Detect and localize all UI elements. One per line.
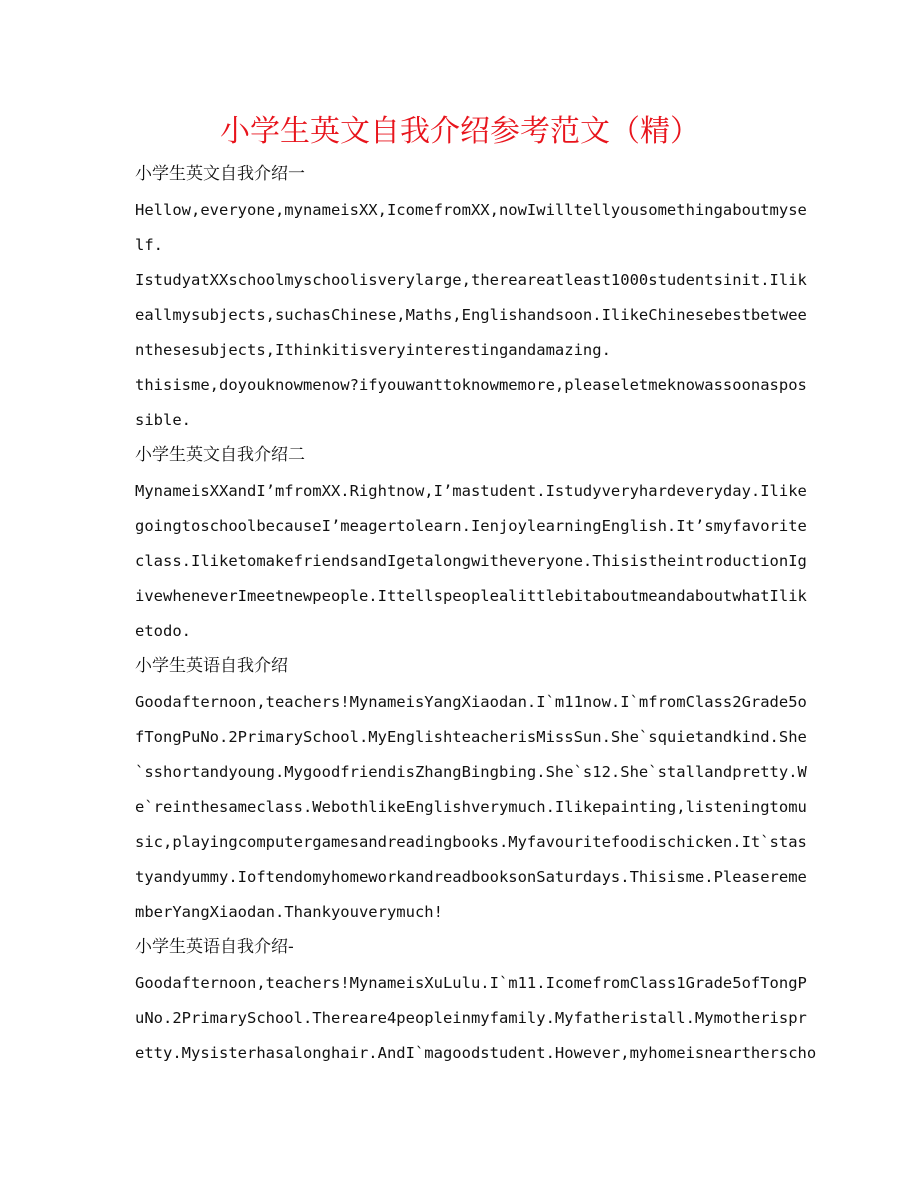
text-line: goingtoschoolbecauseI’meagertolearn.IenjoylearningEnglish.It’smyfavorite bbox=[135, 517, 807, 535]
text-line: sible. bbox=[135, 411, 191, 429]
text-line: MynameisXXandI’mfromXX.Rightnow,I’mastudent.Istudyveryhardeveryday.Ilike bbox=[135, 482, 807, 500]
text-line: fTongPuNo.2PrimarySchool.MyEnglishteacherisMissSun.She`squietandkind.She bbox=[135, 728, 807, 746]
text-line: thisisme,doyouknowmenow?ifyouwanttoknowmemore,pleaseletmeknowassoonaspos bbox=[135, 376, 807, 394]
text-line: eallmysubjects,suchasChinese,Maths,Englishandsoon.IlikeChinesebestbetwee bbox=[135, 306, 807, 324]
text-line: ivewheneverImeetnewpeople.IttellspeoplealittlebitaboutmeandaboutwhatIlik bbox=[135, 587, 807, 605]
section-heading-2: 小学生英文自我介绍二 bbox=[135, 445, 305, 465]
text-line: sic,playingcomputergamesandreadingbooks.Myfavouritefoodischicken.It`stas bbox=[135, 833, 807, 851]
text-line: nthesesubjects,Ithinkitisveryinterestingandamazing. bbox=[135, 341, 611, 359]
text-line: etty.Mysisterhasalonghair.AndI`magoodstudent.However,myhomeisneartherscho bbox=[135, 1044, 817, 1062]
document-title: 小学生英文自我介绍参考范文（精） bbox=[220, 114, 700, 149]
text-line: uNo.2PrimarySchool.Thereare4peopleinmyfamily.Myfatheristall.Mymotherispr bbox=[135, 1009, 807, 1027]
text-line: Goodafternoon,teachers!MynameisXuLulu.I`m11.IcomefromClass1Grade5ofTongP bbox=[135, 974, 807, 992]
text-line: Goodafternoon,teachers!MynameisYangXiaodan.I`m11now.I`mfromClass2Grade5o bbox=[135, 693, 807, 711]
text-line: lf. bbox=[135, 236, 163, 254]
text-line: mberYangXiaodan.Thankyouverymuch! bbox=[135, 903, 443, 921]
section-heading-4: 小学生英语自我介绍- bbox=[135, 937, 294, 957]
text-line: e`reinthesameclass.WebothlikeEnglishverymuch.Ilikepainting,listeningtomu bbox=[135, 798, 807, 816]
text-line: etodo. bbox=[135, 622, 191, 640]
text-line: Hellow,everyone,mynameisXX,IcomefromXX,nowIwilltellyousomethingaboutmyse bbox=[135, 201, 807, 219]
text-line: `sshortandyoung.MygoodfriendisZhangBingbing.She`s12.She`stallandpretty.W bbox=[135, 763, 807, 781]
section-heading-3: 小学生英语自我介绍 bbox=[135, 656, 288, 676]
text-line: class.IliketomakefriendsandIgetalongwitheveryone.ThisistheintroductionIg bbox=[135, 552, 807, 570]
text-line: tyandyummy.IoftendomyhomeworkandreadbooksonSaturdays.Thisisme.Pleasereme bbox=[135, 868, 807, 886]
section-heading-1: 小学生英文自我介绍一 bbox=[135, 164, 305, 184]
text-line: IstudyatXXschoolmyschoolisverylarge,thereareatleast1000studentsinit.Ilik bbox=[135, 271, 807, 289]
